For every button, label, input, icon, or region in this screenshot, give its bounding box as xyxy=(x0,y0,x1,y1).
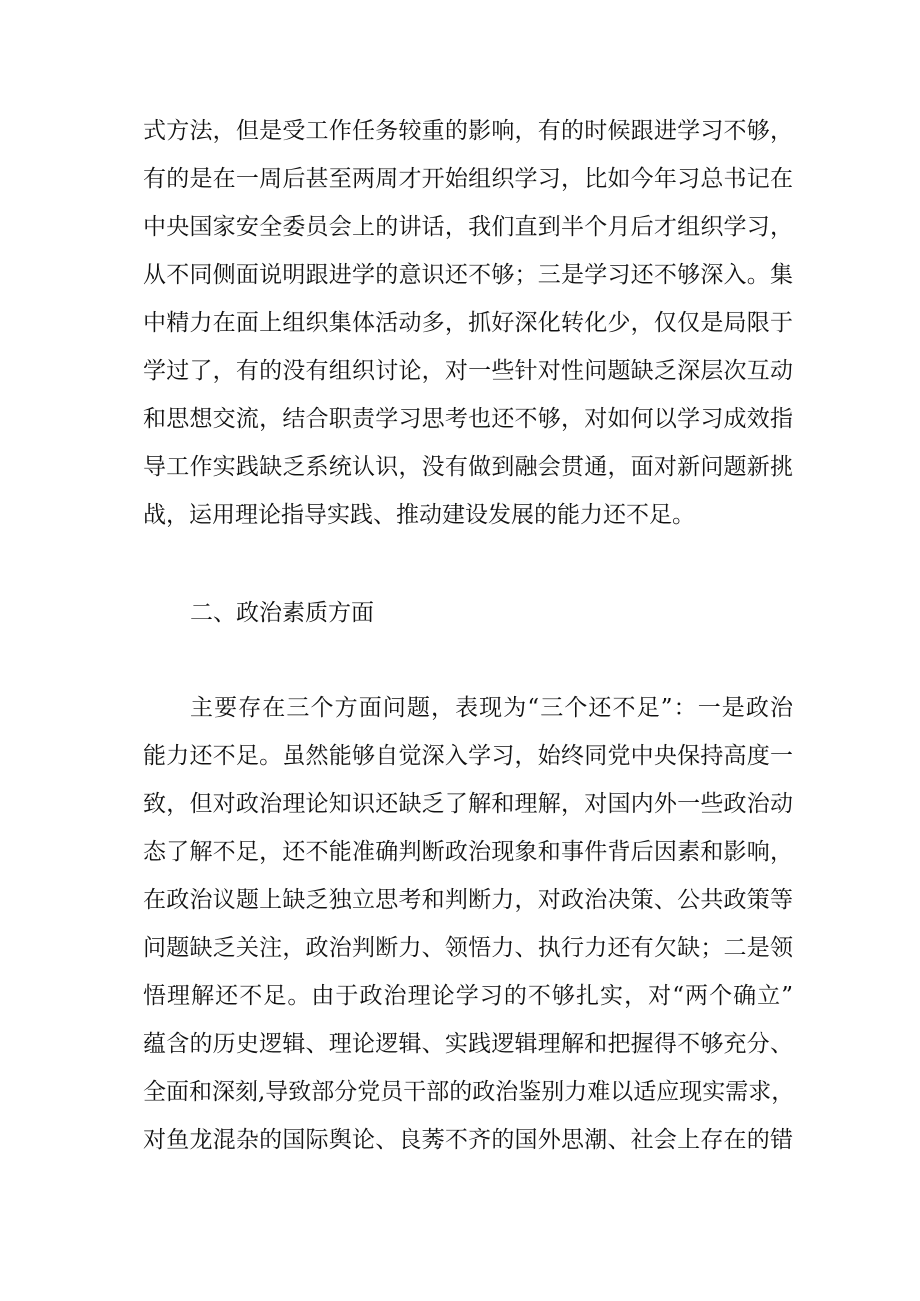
paragraph-1-line-5: 中精力在面上组织集体活动多，抓好深化转化少，仅仅是局限于 xyxy=(143,310,793,336)
paragraph-2-line-8: 蕴含的历史逻辑、理论逻辑、实践逻辑理解和把握得不够充分、 xyxy=(143,1031,793,1057)
paragraph-2-line-2: 能力还不足。虽然能够自觉深入学习，始终同党中央保持高度一 xyxy=(143,743,793,769)
paragraph-2-line-9: 全面和深刻,导致部分党员干部的政治鉴别力难以适应现实需求， xyxy=(143,1079,795,1105)
paragraph-2-line-7: 悟理解还不足。由于政治理论学习的不够扎实，对“两个确立” xyxy=(143,983,793,1009)
paragraph-1-line-9: 战，运用理论指导实践、推动建设发展的能力还不足。 xyxy=(143,502,695,528)
paragraph-2-line-1: 主要存在三个方面问题，表现为“三个还不足”：一是政治 xyxy=(190,695,793,721)
paragraph-2-line-3: 致，但对政治理论知识还缺乏了解和理解，对国内外一些政治动 xyxy=(143,791,793,817)
paragraph-2-line-5: 在政治议题上缺乏独立思考和判断力，对政治决策、公共政策等 xyxy=(143,887,793,913)
section-heading: 二、政治素质方面 xyxy=(190,600,374,626)
paragraph-1-line-2: 有的是在一周后甚至两周才开始组织学习，比如今年习总书记在 xyxy=(143,166,793,192)
paragraph-2-line-10: 对鱼龙混杂的国际舆论、良莠不齐的国外思潮、社会上存在的错 xyxy=(143,1127,793,1153)
paragraph-2-line-4: 态了解不足，还不能准确判断政治现象和事件背后因素和影响， xyxy=(143,839,793,865)
paragraph-2-line-6: 问题缺乏关注，政治判断力、领悟力、执行力还有欠缺；二是领 xyxy=(143,935,793,961)
paragraph-1-line-6: 学过了，有的没有组织讨论，对一些针对性问题缺乏深层次互动 xyxy=(143,358,793,384)
paragraph-1-line-3: 中央国家安全委员会上的讲话，我们直到半个月后才组织学习， xyxy=(143,214,793,240)
paragraph-1-line-7: 和思想交流，结合职责学习思考也还不够，对如何以学习成效指 xyxy=(143,406,793,432)
paragraph-1-line-1: 式方法，但是受工作任务较重的影响，有的时候跟进学习不够， xyxy=(143,118,793,144)
paragraph-1-line-4: 从不同侧面说明跟进学的意识还不够；三是学习还不够深入。集 xyxy=(143,262,793,288)
paragraph-1-line-8: 导工作实践缺乏系统认识，没有做到融会贯通，面对新问题新挑 xyxy=(143,454,793,480)
